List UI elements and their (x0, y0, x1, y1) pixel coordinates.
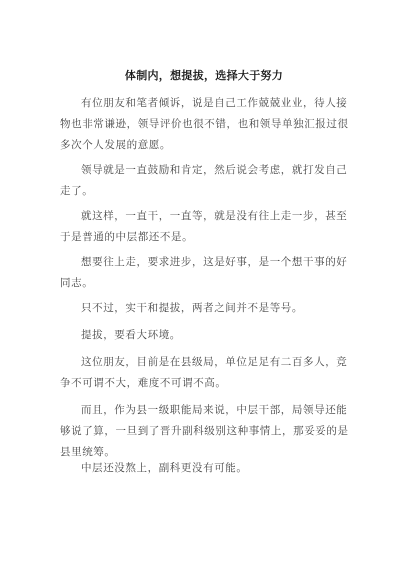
paragraph-5: 只不过，实干和提拔，两者之间并不是等号。 (81, 302, 303, 314)
paragraph-3: 就这样，一直干，一直等，就是没有往上走一步，甚至于是普通的中层都还不是。 (60, 210, 348, 243)
paragraph-2: 领导就是一直鼓励和肯定，然后说会考虑，就打发自己走了。 (60, 164, 348, 197)
paragraph-1: 有位朋友和笔者倾诉，说是自己工作兢兢业业，待人接物也非常谦逊，领导评价也很不错，也和领导单独汇报过很多次个人发展的意愿。 (60, 97, 349, 151)
paragraph-4: 想要往上走，要求进步，这是好事，是一个想干事的好同志。 (60, 256, 348, 289)
paragraph-6: 提拔，要看大环境。 (81, 329, 181, 341)
paragraph-8: 而且，作为县一级职能局来说，中层干部，局领导还能够说了算，一旦到了晋升副科级别这种事情上，那妥妥的是县里统筹。 (60, 404, 349, 458)
paragraph-7: 这位朋友，目前是在县级局，单位足足有二百多人，竞争不可谓不大，难度不可谓不高。 (60, 356, 348, 389)
document-title: 体制内，想提拔，选择大于努力 (124, 69, 284, 82)
paragraph-9: 中层还没熬上，副科更没有可能。 (81, 462, 248, 474)
